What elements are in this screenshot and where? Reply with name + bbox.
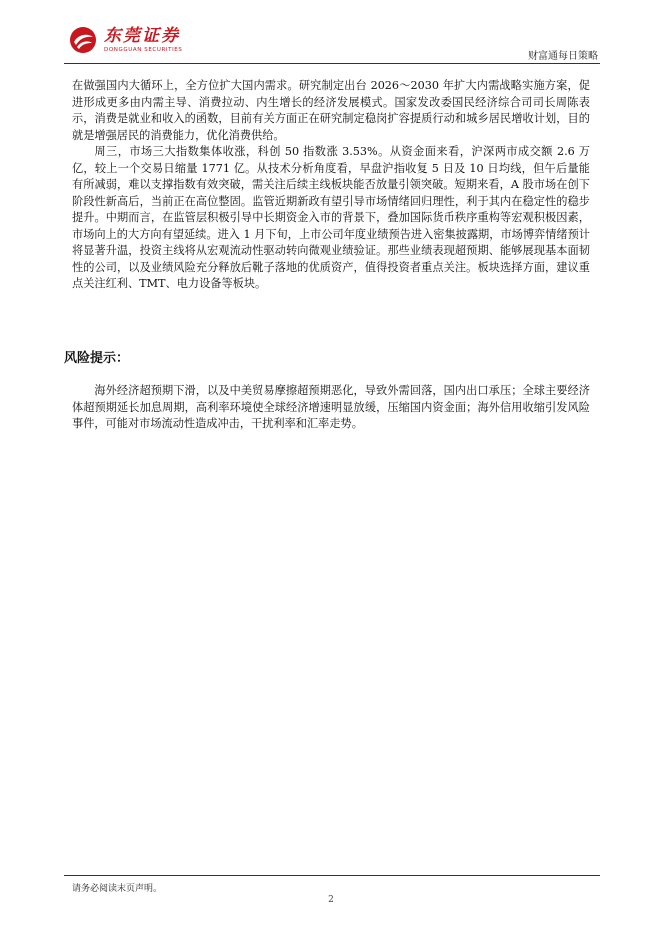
header-divider	[64, 63, 600, 64]
disclaimer-note: 请务必阅读末页声明。	[72, 884, 163, 894]
logo-mark-icon	[68, 25, 98, 55]
paragraph-continued: 在做强国内大循环上，全方位扩大国内需求。研究制定出台 2026～2030 年扩大内需战略实施方案，促进形成更多由内需主导、消费拉动、内生增长的经济发展模式。国家发改委国民经济综合司司长周陈表示，消费是就业和收入的函数，目前有关方面正在研究制定稳岗扩容提质行动和城乡居民增收计划，目的就是增强居民的消费能力，优化消费供给。	[72, 79, 590, 142]
paragraph-market-review: 周三，市场三大指数集体收涨，科创 50 指数涨 3.53%。从资金面来看，沪深两市成交额 2.6 万亿，较上一个交易日缩量 1771 亿。从技术分析角度看，早盘沪指收复 5 日及 10 日均线，但午后量能有所减弱，难以支撑指数有效突破，需关注后续主线板块能否放量引领突破。短期来看，A 股市场在创下阶段性新高后，当前正在高位整固。监管近期新政有望引导市场情绪回归理性，利于其内在稳定性的稳步提升。中期而言，在监管层积极引导中长期资金入市的背景下，叠加国际货币秩序重构等宏观积极因素，市场向上的大方向有望延续。进入 1 月下旬，上市公司年度业绩预告进入密集披露期，市场博弈情绪预计将显著升温，投资主线将从宏观流动性驱动转向微观业绩验证。那些业绩表现超预期、能够展现基本面韧性的公司，以及业绩风险充分释放后靴子落地的优质资产，值得投资者重点关注。板块选择方面，建议重点关注红利、TMT、电力设备等板块。	[72, 145, 590, 290]
logo-english-name: DONGGUAN SECURITIES	[104, 46, 183, 53]
page-number: 2	[328, 895, 334, 905]
company-logo	[68, 24, 182, 56]
risk-section-title: 风险提示：	[64, 351, 130, 366]
logo-text	[104, 27, 182, 54]
risk-section	[72, 383, 590, 433]
body-text	[72, 78, 590, 293]
footer-divider	[64, 875, 600, 876]
risk-paragraph: 海外经济超预期下滑，以及中美贸易摩擦超预期恶化，导致外需回落，国内出口承压；全球主要经济体超预期延长加息周期，高利率环境使全球经济增速明显放缓，压缩国内资金面；海外信用收缩引发风险事件，可能对市场流动性造成冲击，干扰利率和汇率走势。	[72, 384, 590, 430]
page-header	[0, 0, 662, 64]
logo-chinese-name: 东莞证券	[104, 25, 180, 46]
report-title: 财富通每日策略	[528, 51, 598, 62]
